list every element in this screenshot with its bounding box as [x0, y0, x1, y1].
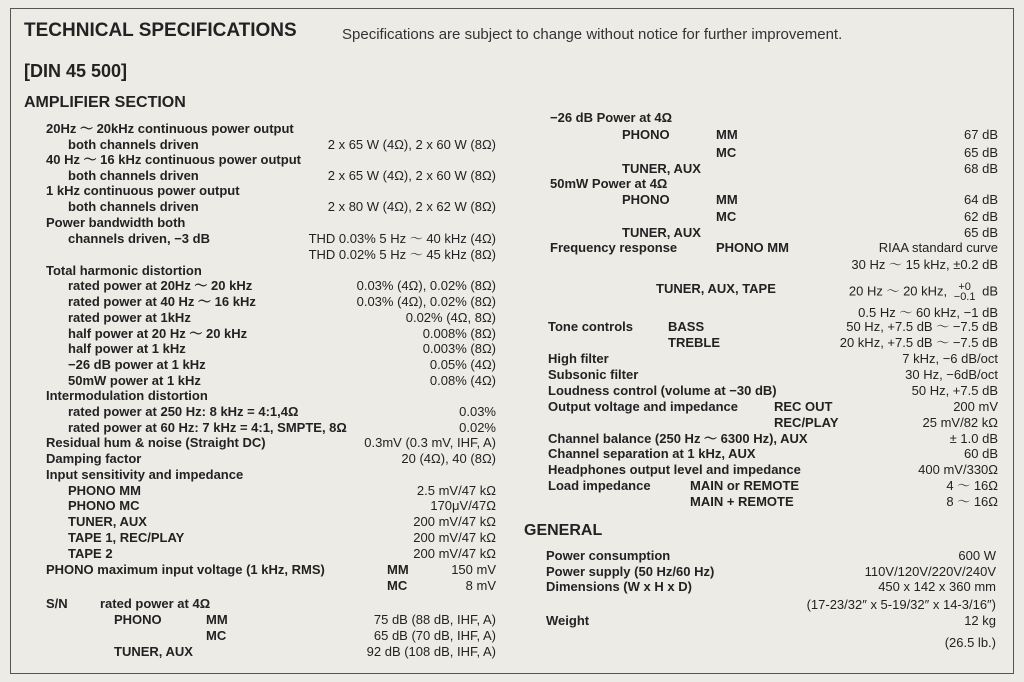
spec-value: 450 x 142 x 360 mm: [878, 579, 996, 594]
spec-label: half power at 1 kHz: [68, 341, 186, 356]
spec-value: 7 kHz, −6 dB/oct: [902, 351, 998, 366]
spec-value: 200 mV/47 kΩ: [413, 546, 496, 561]
spec-label: both channels driven: [68, 168, 199, 183]
spec-label: both channels driven: [68, 199, 199, 214]
spec-value: 62 dB: [964, 209, 998, 224]
spec-label: Output voltage and impedance: [548, 399, 738, 414]
spec-label: TUNER, AUX: [622, 225, 701, 240]
spec-mode: REC/PLAY: [774, 415, 839, 430]
spec-mode: MM: [716, 192, 738, 207]
spec-label: Total harmonic distortion: [46, 263, 202, 278]
spec-value: 170μV/47Ω: [430, 498, 496, 513]
spec-value: 0.3mV (0.3 mV, IHF, A): [364, 435, 496, 450]
spec-value: 8 ～ 16Ω: [946, 494, 998, 509]
spec-mode: TREBLE: [668, 335, 720, 350]
page-title: TECHNICAL SPECIFICATIONS: [24, 20, 297, 41]
spec-value: 68 dB: [964, 161, 998, 176]
spec-value: 0.02% (4Ω, 8Ω): [405, 310, 496, 325]
spec-label: 50mW Power at 4Ω: [550, 176, 668, 191]
spec-value: RIAA standard curve: [878, 240, 998, 255]
spec-value: 0.03% (4Ω), 0.02% (8Ω): [356, 294, 496, 309]
spec-value: 25 mV/82 kΩ: [922, 415, 998, 430]
spec-mode: MC: [387, 578, 408, 593]
spec-value: 75 dB (88 dB, IHF, A): [373, 612, 496, 627]
spec-value: 20 kHz, +7.5 dB ～ −7.5 dB: [839, 335, 998, 350]
spec-label: PHONO MM: [68, 483, 141, 498]
spec-label: rated power at 250 Hz: 8 kHz = 4:1,4Ω: [68, 404, 299, 419]
spec-label: rated power at 40 Hz ～ 16 kHz: [68, 294, 256, 309]
spec-label: Power bandwidth both: [46, 215, 186, 230]
spec-label: −26 dB Power at 4Ω: [550, 110, 673, 125]
spec-value: 20 Hz ～ 20 kHz, +0 −0.1 dB: [848, 281, 998, 303]
spec-label: half power at 20 Hz ～ 20 kHz: [68, 326, 248, 341]
spec-label: PHONO: [114, 612, 162, 627]
spec-label: PHONO: [622, 192, 670, 207]
spec-value: 65 dB: [964, 225, 998, 240]
spec-value: 60 dB: [964, 446, 998, 461]
spec-value: 4 ～ 16Ω: [946, 478, 998, 493]
spec-value: 30 Hz, −6dB/oct: [905, 367, 998, 382]
spec-mode: MC: [716, 145, 737, 160]
spec-value: 64 dB: [964, 192, 998, 207]
spec-label: 40 Hz ～ 16 kHz continuous power output: [46, 152, 301, 167]
spec-label: rated power at 60 Hz: 7 kHz = 4:1, SMPTE, 8Ω: [68, 420, 347, 435]
spec-value: 65 dB: [964, 145, 998, 160]
spec-value: 0.003% (8Ω): [422, 341, 496, 356]
spec-label: Intermodulation distortion: [46, 388, 208, 403]
spec-label: Load impedance: [548, 478, 651, 493]
spec-label: 20Hz ～ 20kHz continuous power output: [46, 121, 294, 136]
spec-value: 0.08% (4Ω): [429, 373, 496, 388]
spec-label: Frequency response: [550, 240, 678, 255]
spec-value: 2 x 80 W (4Ω), 2 x 62 W (8Ω): [327, 199, 496, 214]
spec-label: Power consumption: [546, 548, 671, 563]
spec-value: 0.5 Hz ～ 60 kHz, −1 dB: [858, 305, 998, 320]
spec-value: 30 Hz ～ 15 kHz, ±0.2 dB: [851, 257, 998, 272]
spec-value: THD 0.02% 5 Hz ～ 45 kHz (8Ω): [308, 247, 496, 262]
spec-value: 67 dB: [964, 127, 998, 142]
spec-mode: MM: [387, 562, 409, 577]
spec-value: 0.02%: [459, 420, 496, 435]
spec-label: Channel balance (250 Hz ～ 6300 Hz), AUX: [548, 431, 808, 446]
standard-label: [DIN 45 500]: [24, 61, 128, 81]
spec-label: Channel separation at 1 kHz, AUX: [548, 446, 756, 461]
spec-label: −26 dB power at 1 kHz: [68, 357, 206, 372]
spec-mode: BASS: [668, 319, 705, 334]
spec-label: rated power at 20Hz ～ 20 kHz: [68, 278, 253, 293]
spec-label: PHONO: [622, 127, 670, 142]
spec-mode: REC OUT: [774, 399, 833, 414]
spec-value: 2 x 65 W (4Ω), 2 x 60 W (8Ω): [327, 168, 496, 183]
spec-label: Headphones output level and impedance: [548, 462, 801, 477]
spec-label: Tone controls: [548, 319, 633, 334]
spec-value: 200 mV: [953, 399, 998, 414]
spec-label: PHONO MC: [68, 498, 140, 513]
spec-mode: MAIN + REMOTE: [690, 494, 794, 509]
spec-value: 2 x 65 W (4Ω), 2 x 60 W (8Ω): [327, 137, 496, 152]
spec-value: (17-23/32″ x 5-19/32″ x 14-3/16″): [806, 597, 996, 612]
spec-label: Loudness control (volume at −30 dB): [548, 383, 777, 398]
spec-value: 0.03%: [459, 404, 496, 419]
general-section-heading: GENERAL: [524, 522, 603, 539]
spec-value: 65 dB (70 dB, IHF, A): [373, 628, 496, 643]
spec-value: 50 Hz, +7.5 dB: [911, 383, 998, 398]
spec-value: 200 mV/47 kΩ: [413, 514, 496, 529]
spec-value: 0.008% (8Ω): [422, 326, 496, 341]
spec-label: TAPE 1, REC/PLAY: [68, 530, 185, 545]
spec-label: 50mW power at 1 kHz: [68, 373, 201, 388]
spec-mode: MM: [716, 127, 738, 142]
spec-value: 20 (4Ω), 40 (8Ω): [401, 451, 496, 466]
spec-label: High filter: [548, 351, 609, 366]
spec-label: PHONO maximum input voltage (1 kHz, RMS): [46, 562, 325, 577]
spec-value: 600 W: [958, 548, 996, 563]
spec-label: Power supply (50 Hz/60 Hz): [546, 564, 715, 579]
amplifier-section-heading: AMPLIFIER SECTION: [24, 94, 186, 111]
spec-label: Damping factor: [46, 451, 142, 466]
spec-label: 1 kHz continuous power output: [46, 183, 240, 198]
spec-label: Residual hum & noise (Straight DC): [46, 435, 266, 450]
spec-label: TAPE 2: [68, 546, 113, 561]
spec-label: TUNER, AUX: [68, 514, 147, 529]
spec-mode: PHONO MM: [716, 240, 789, 255]
spec-label: Dimensions (W x H x D): [546, 579, 692, 594]
spec-value: 400 mV/330Ω: [918, 462, 998, 477]
spec-value: 50 Hz, +7.5 dB ～ −7.5 dB: [846, 319, 998, 334]
spec-mode: TUNER, AUX, TAPE: [656, 281, 776, 296]
spec-mode: MC: [716, 209, 737, 224]
spec-label: S/N: [46, 596, 68, 611]
spec-value: 12 kg: [964, 613, 996, 628]
spec-value: 110V/120V/220V/240V: [864, 564, 996, 579]
spec-value: THD 0.03% 5 Hz ～ 40 kHz (4Ω): [308, 231, 496, 246]
spec-value: 0.03% (4Ω), 0.02% (8Ω): [356, 278, 496, 293]
spec-value: 200 mV/47 kΩ: [413, 530, 496, 545]
spec-label: TUNER, AUX: [622, 161, 701, 176]
spec-mode: MC: [206, 628, 227, 643]
page-subtitle: Specifications are subject to change without notice for further improvement.: [342, 26, 843, 43]
spec-value: 8 mV: [465, 578, 496, 593]
spec-mode: MM: [206, 612, 228, 627]
spec-value: ± 1.0 dB: [949, 431, 998, 446]
spec-label: Input sensitivity and impedance: [46, 467, 244, 482]
spec-label: channels driven, −3 dB: [68, 231, 210, 246]
spec-value: (26.5 lb.): [944, 635, 996, 650]
spec-value: 0.05% (4Ω): [429, 357, 496, 372]
spec-label: Weight: [546, 613, 590, 628]
spec-value: 92 dB (108 dB, IHF, A): [366, 644, 496, 659]
spec-value: 2.5 mV/47 kΩ: [416, 483, 496, 498]
spec-mode: MAIN or REMOTE: [690, 478, 800, 493]
spec-label: both channels driven: [68, 137, 199, 152]
spec-label: TUNER, AUX: [114, 644, 193, 659]
spec-label: rated power at 1kHz: [68, 310, 191, 325]
spec-label: Subsonic filter: [548, 367, 639, 382]
spec-mode: rated power at 4Ω: [100, 596, 211, 611]
spec-value: 150 mV: [451, 562, 496, 577]
